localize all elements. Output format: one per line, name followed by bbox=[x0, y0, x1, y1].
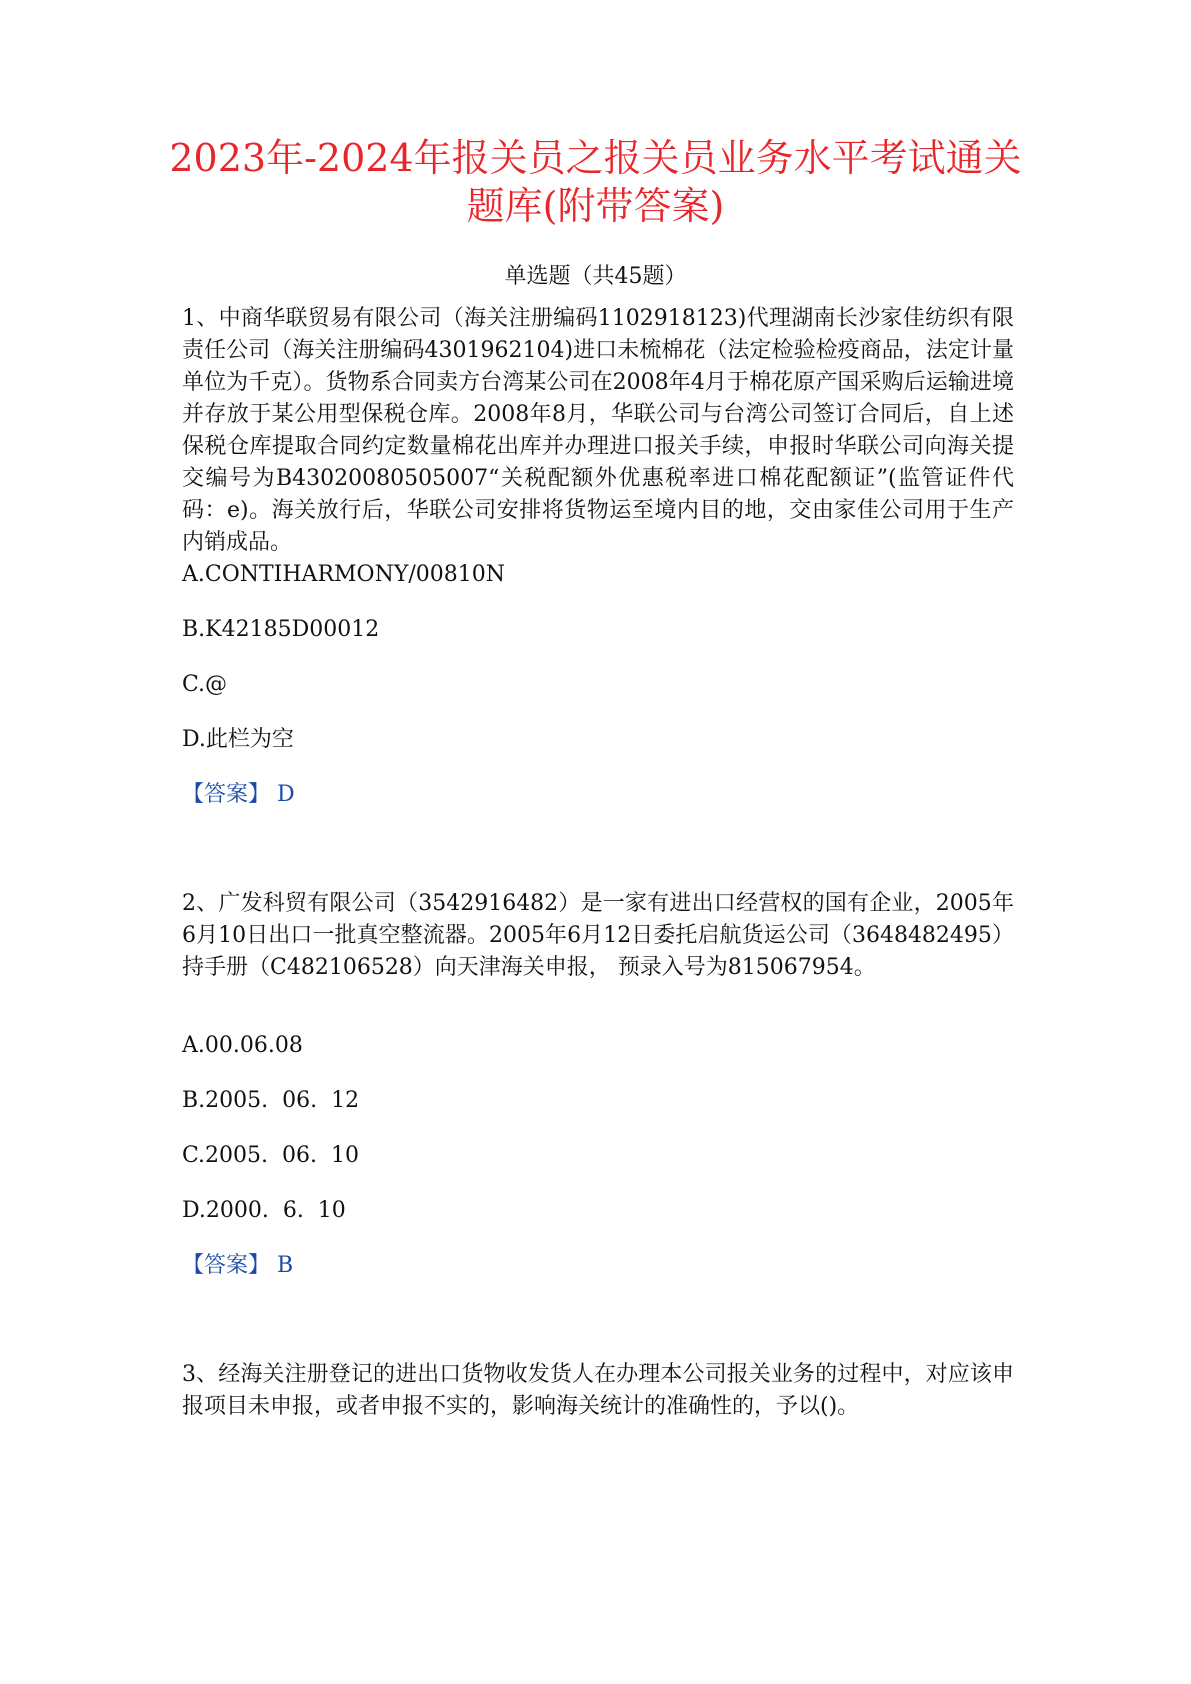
question-1-option-d: D.此栏为空 bbox=[182, 727, 294, 752]
question-2-option-b: B.2005. 06. 12 bbox=[182, 1088, 360, 1113]
question-2-answer bbox=[182, 1251, 293, 1281]
answer-value: B bbox=[277, 1253, 294, 1278]
question-2-text: 2、广发科贸有限公司（3542916482）是一家有进出口经营权的国有企业，2005年6月10日出口一批真空整流器。2005年6月12日委托启航货运公司（3648482495）持手册（C482106528）向天津海关申报， 预录入号为815067954。 bbox=[182, 891, 1014, 980]
answer-value: D bbox=[277, 782, 295, 807]
question-2-option-a: A.00.06.08 bbox=[182, 1033, 303, 1058]
question-3-text: 3、经海关注册登记的进出口货物收发货人在办理本公司报关业务的过程中，对应该申报项目未申报，或者申报不实的，影响海关统计的准确性的，予以()。 bbox=[182, 1362, 1014, 1419]
question-1-option-b: B.K42185D00012 bbox=[182, 617, 380, 642]
answer-label: 【答案】 bbox=[182, 782, 271, 807]
document-title-line-2: 题库(附带答案) bbox=[466, 184, 725, 228]
section-heading: 单选题（共45题） bbox=[504, 264, 687, 289]
question-1-option-c: C.@ bbox=[182, 672, 228, 697]
question-1-option-a: A.CONTIHARMONY/00810N bbox=[182, 562, 505, 587]
question-1-text: 1、中商华联贸易有限公司（海关注册编码1102918123)代理湖南长沙家佳纺织有限责任公司（海关注册编码4301962104)进口未梳棉花（法定检验检疫商品，法定计量单位为千克）。货物系合同卖方台湾某公司在2008年4月于棉花原产国采购后运输进境并存放于某公用型保税仓库。2008年8月，华联公司与台湾公司签订合同后，自上述保税仓库提取合同约定数量棉花出库并办理进口报关手续，申报时华联公司向海关提交编号为B43020080505007“关税配额外优惠税率进口棉花配额证”(监管证件代码：e)。海关放行后，华联公司安排将货物运至境内目的地，交由家佳公司用于生产内销成品。 bbox=[182, 306, 1014, 555]
question-2-option-d: D.2000. 6. 10 bbox=[182, 1198, 346, 1223]
document-title-line-1: 2023年-2024年报关员之报关员业务水平考试通关 bbox=[169, 136, 1022, 180]
question-2-option-c: C.2005. 06. 10 bbox=[182, 1143, 359, 1168]
answer-label: 【答案】 bbox=[182, 1253, 271, 1278]
question-1-answer bbox=[182, 780, 295, 810]
